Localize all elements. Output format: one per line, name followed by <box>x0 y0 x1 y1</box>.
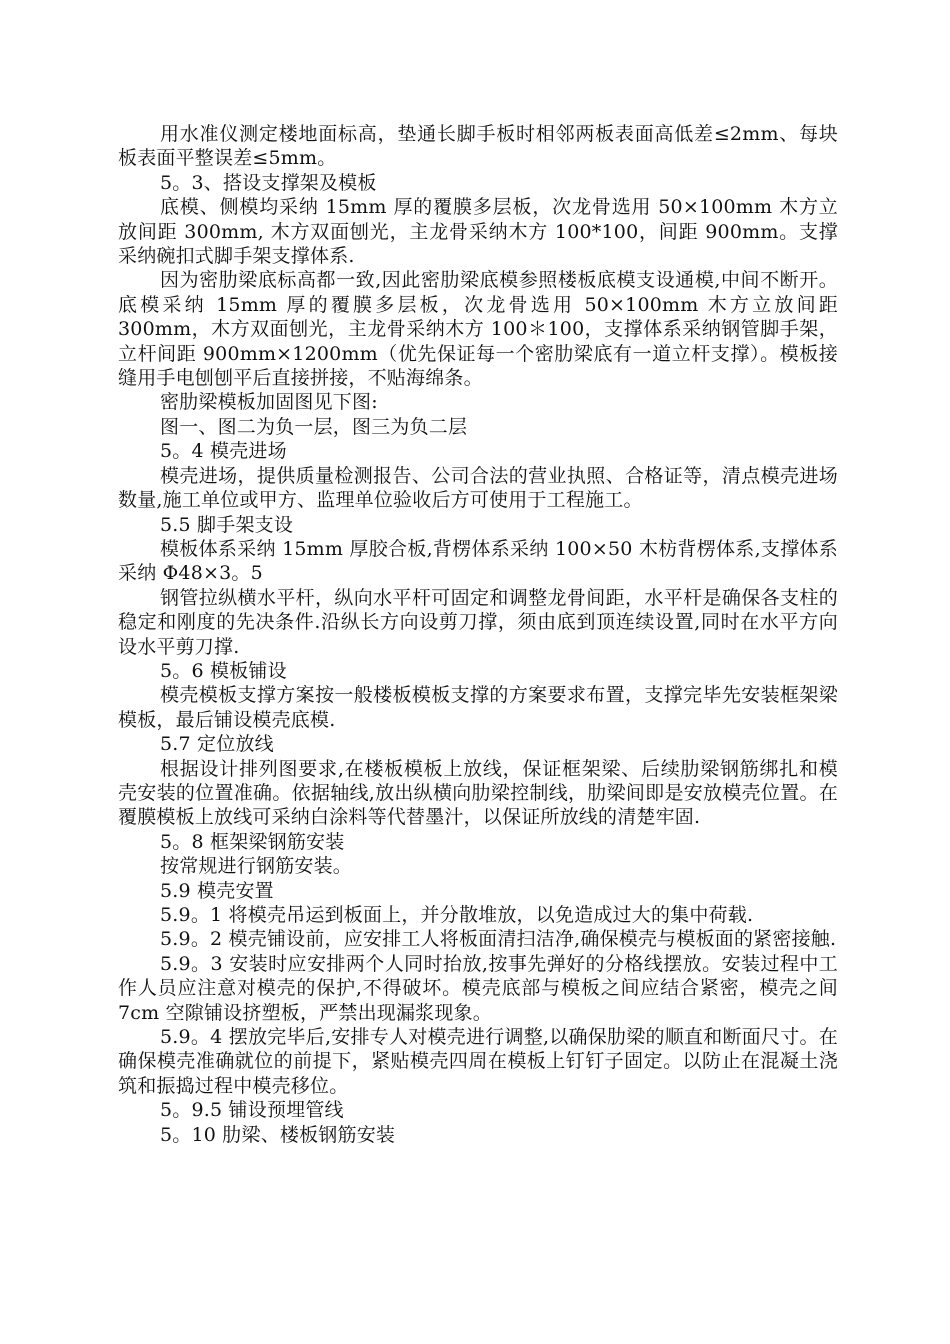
paragraph: 密肋梁模板加固图见下图: <box>160 391 378 414</box>
paragraph: 5.9。1 将模壳吊运到板面上，并分散堆放，以免造成过大的集中荷载. <box>160 904 754 926</box>
paragraph: 模壳模板支撑方案按一般楼板模板支撑的方案要求布置，支撑完毕先安装框架梁模板，最后铺设模壳底模. <box>118 684 838 731</box>
paragraph: 因为密肋梁底标高都一致,因此密肋梁底模参照楼板底模支设通模,中间不断开。底模采纳 15mm 厚的覆膜多层板，次龙骨选用 50×100mm 木方立放间距 300mm，木方双面刨光，主龙骨采纳木方 100＊100，支撑体系采纳钢管脚手架，立杆间距 900mm×1200mm（优先保证每一个密肋梁底有一道立杆支撑）。模板接缝用手电刨刨平后直接拼接，不贴海绵条。 <box>118 269 838 390</box>
section-heading: 5。3、搭设支撑架及模板 <box>160 171 377 194</box>
paragraph: 模壳进场，提供质量检测报告、公司合法的营业执照、合格证等，清点模壳进场数量,施工单位或甲方、监理单位验收后方可使用于工程施工。 <box>118 464 838 512</box>
paragraph: 用水准仪测定楼地面标高，垫通长脚手板时相邻两板表面高低差≤2mm、每块板表面平整误差≤5mm。 <box>118 123 838 170</box>
section-heading: 5.5 脚手架支设 <box>160 513 294 536</box>
paragraph: 模板体系采纳 15mm 厚胶合板,背楞体系采纳 100×50 木枋背楞体系,支撑体系采纳 Φ48×3。5 <box>118 537 838 585</box>
section-heading: 5.9 模壳安置 <box>160 879 274 902</box>
section-heading: 5。8 框架梁钢筋安装 <box>160 830 345 853</box>
section-heading: 5。10 肋梁、楼板钢筋安装 <box>160 1123 396 1146</box>
section-heading: 5。4 模壳进场 <box>160 440 287 463</box>
paragraph: 5.9。3 安装时应安排两个人同时抬放,按事先弹好的分格线摆放。安装过程中工作人员应注意对模壳的保护,不得破坏。模壳底部与模板之间应结合紧密，模壳之间 7cm 空隙铺设挤塑板，严禁出现漏浆现象。 <box>118 952 838 1024</box>
paragraph: 按常规进行钢筋安装。 <box>160 855 353 878</box>
section-heading: 5。6 模板铺设 <box>160 659 287 682</box>
paragraph: 图一、图二为负一层，图三为负二层 <box>160 415 468 438</box>
paragraph: 5.9。4 摆放完毕后,安排专人对模壳进行调整,以确保肋梁的顺直和断面尺寸。在确保模壳准确就位的前提下，紧贴模壳四周在模板上钉钉子固定。以防止在混凝土浇筑和振捣过程中模壳移位。 <box>118 1026 838 1097</box>
paragraph: 钢管拉纵横水平杆，纵向水平杆可固定和调整龙骨间距，水平杆是确保各支柱的稳定和刚度的先决条件.沿纵长方向设剪刀撑，须由底到顶连续设置,同时在水平方向设水平剪刀撑. <box>118 586 838 658</box>
section-heading: 5.7 定位放线 <box>160 733 274 756</box>
document-body <box>118 122 838 1147</box>
section-heading: 5。9.5 铺设预埋管线 <box>160 1099 344 1122</box>
paragraph: 底模、侧模均采纳 15mm 厚的覆膜多层板，次龙骨选用 50×100mm 木方立放间距 300mm, 木方双面刨光，主龙骨采纳木方 100*100，间距 900mm。支撑采纳碗扣式脚手架支撑体系. <box>118 196 838 268</box>
paragraph: 根据设计排列图要求,在楼板模板上放线，保证框架梁、后续肋梁钢筋绑扎和模壳安装的位置准确。依据轴线,放出纵横向肋梁控制线，肋梁间即是安放模壳位置。在覆膜模板上放线可采纳白涂料等代替墨汁，以保证所放线的清楚牢固. <box>118 757 838 829</box>
paragraph: 5.9。2 模壳铺设前，应安排工人将板面清扫洁净,确保模壳与模板面的紧密接触. <box>160 928 837 951</box>
